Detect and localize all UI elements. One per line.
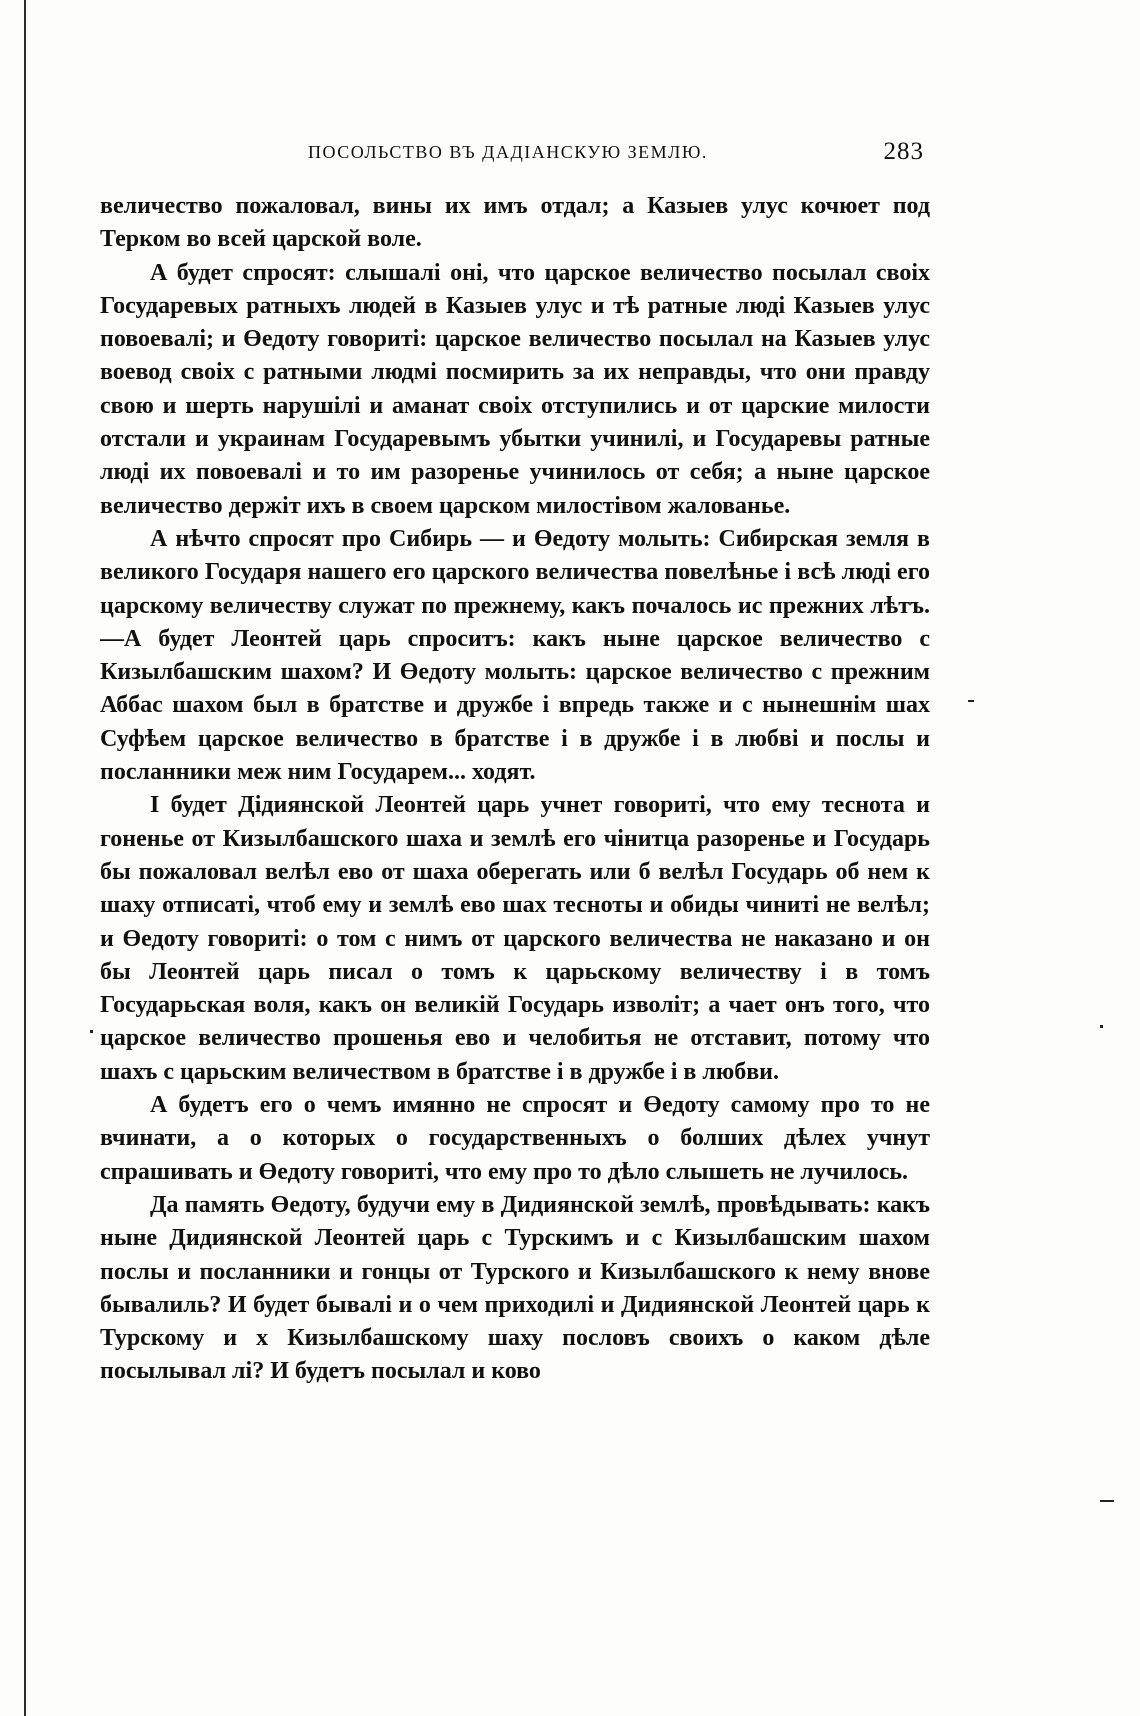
- margin-mark: [1100, 1500, 1114, 1502]
- paragraph: І будет Дідиянской Леонтей царь учнет говориті, что ему теснота и гоненье от Кизылбашского шаха и землѣ его чінитца разоренье и Государь бы пожаловал велѣл ево от шаха оберегать или б велѣл Государь об нем к шаху отписаті, чтоб ему и землѣ ево шах тесноты и обиды чиниті не велѣл; и Өедоту говориті: о том с нимъ от царского величества не наказано и он бы Леонтей царь писал о томъ к царьскому величеству і в томъ Государьская воля, какъ он великій Государь изволіт; а чает онъ того, что царское величество прошенья ево и челобитья не отставит, потому что шахъ с царьским величеством в братстве і в дружбе і в любви.: [100, 792, 930, 1085]
- paragraph: Да память Өедоту, будучи ему в Дидиянской землѣ, провѣдывать: какъ ныне Дидиянской Леонтей царь с Турскимъ и с Кизылбашским шахом послы и посланники и гонцы от Турского и Кизылбашского к нему внове бывалиль? И будет бывалі и о чем приходилі и Дидиянской Леонтей царь к Турскому и х Кизылбашскому шаху пословъ своихъ о каком дѣле посылывал лі? И будетъ посылал и ково: [100, 1191, 930, 1385]
- margin-dot: [1100, 1025, 1103, 1028]
- page-number: 283: [883, 138, 924, 165]
- paragraph: А будет спросят: слышалі оні, что царское величество посылал своіх Государевых ратныхъ людей в Казыев улус и тѣ ратные люді Казыев улус повоевалі; и Өедоту говориті: царское величество посылал на Казыев улус воевод своіх с ратными людмі посмирить за их неправды, что они правду свою и шерть нарушілі и аманат своіх отступились и от царские милости отстали и украинам Государевымъ убытки учинилі, и Государевы ратные люді их повоевалі и то им разоренье учинилось от себя; а ныне царское величество держіт ихъ в своем царском милостівом жалованье.: [100, 259, 930, 519]
- paragraph: А нѣчто спросят про Сибирь — и Өедоту молыть: Сибирская земля в великого Государя нашего его царского величества повелѣнье і всѣ люді его царскому величеству служат по прежнему, какъ почалось ис прежних лѣтъ.—А будет Леонтей царь спроситъ: какъ ныне царское величество с Кизылбашским шахом? И Өедоту молыть: царское величество с прежним Аббас шахом был в братстве и дружбе і впредь также и с нынешнім шах Суфѣем царское величество в братстве і в дружбе і в любві и послы и посланники меж ним Государем... ходят.: [100, 525, 930, 786]
- paragraph: А будетъ его о чемъ имянно не спросят и Өедоту самому про то не вчинати, а о которых о государственныхъ о болших дѣлех учнут спрашивать и Өедоту говориті, что ему про то дѣло слышеть не лучилось.: [100, 1092, 930, 1185]
- page-edge-line: [24, 0, 26, 1716]
- body-text: [100, 190, 930, 1389]
- paragraph-continuation: величество пожаловал, вины их имъ отдал; а Казыев улус кочюет под Терком во всей царской воле.: [100, 193, 930, 253]
- margin-dot: [90, 1030, 93, 1033]
- page-header: [100, 138, 930, 174]
- margin-mark: [968, 700, 974, 702]
- running-title: ПОСОЛЬСТВО ВЪ ДАДІАНСКУЮ ЗЕМЛЮ.: [308, 142, 708, 162]
